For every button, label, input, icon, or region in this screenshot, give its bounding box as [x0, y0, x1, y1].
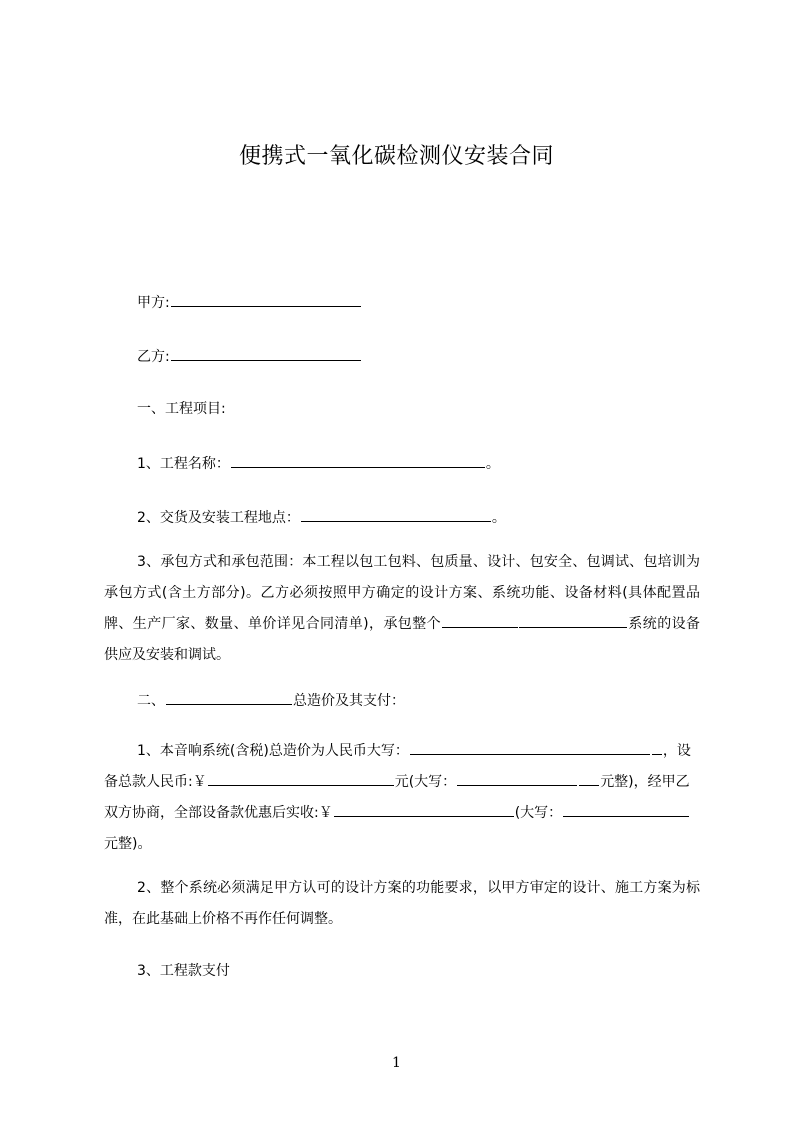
item2-1-f: 元整)。 — [104, 836, 152, 852]
item1-1-label: 1、工程名称： — [137, 456, 230, 472]
system-name-blank-2 — [519, 613, 627, 628]
system-name-blank-1 — [442, 613, 518, 628]
equipment-amount-words-blank-cont — [579, 771, 599, 786]
item1-1-end: 。 — [485, 456, 500, 472]
item1-2-line — [137, 507, 506, 528]
party-a-blank — [171, 292, 361, 307]
site-location-blank — [301, 507, 491, 522]
party-b-label: 乙方: — [137, 349, 170, 365]
section1-heading: 一、工程项目: — [137, 401, 226, 417]
item1-1-line — [137, 453, 500, 474]
item2-1-paragraph — [104, 736, 700, 860]
actual-amount-words-blank — [563, 802, 689, 817]
project-name-blank — [231, 453, 485, 468]
item1-2-end: 。 — [491, 510, 506, 526]
party-b-line — [137, 346, 362, 367]
equipment-amount-blank — [208, 771, 394, 786]
total-price-words-blank-cont — [652, 740, 662, 755]
party-a-label: 甲方: — [137, 295, 170, 311]
item2-1-a: 1、本音响系统(含税)总造价为人民币大写： — [137, 743, 409, 759]
section2-suffix: 总造价及其支付： — [293, 693, 405, 709]
party-b-blank — [171, 346, 361, 361]
contract-title: 便携式一氧化碳检测仪安装合同 — [238, 144, 554, 169]
item2-1-e: (大写： — [514, 805, 563, 821]
item2-2-paragraph: 2、整个系统必须满足甲方认可的设计方案的功能要求，以甲方审定的设计、施工方案为标准，在此基础上价格不再作任何调整。 — [104, 880, 700, 927]
page-number: 1 — [392, 1055, 401, 1071]
item1-3-paragraph — [104, 547, 700, 671]
section2-heading — [137, 690, 405, 711]
total-price-words-blank — [410, 740, 650, 755]
actual-amount-blank — [334, 802, 514, 817]
item2-1-d: 元整)，经甲乙双方协商，全部设备款优惠后实收:￥ — [104, 774, 690, 821]
item1-2-label: 2、交货及安装工程地点： — [137, 510, 300, 526]
party-a-line — [137, 292, 362, 313]
section2-prefix: 二、 — [137, 693, 165, 709]
item2-1-c: 元(大写： — [394, 774, 457, 790]
item1-3-text-b: 系统的设备供应及安装和调试。 — [104, 616, 701, 663]
equipment-amount-words-blank — [457, 771, 577, 786]
item2-3-heading: 3、工程款支付 — [137, 963, 230, 979]
item1-3-text-a: 3、承包方式和承包范围：本工程以包工包料、包质量、设计、包安全、包调试、包培训为承包方式(含土方部分)。乙方必须按照甲方确定的设计方案、系统功能、设备材料(具体配置品牌、生产厂家、数量、单价详见合同清单)，承包整个 — [104, 554, 700, 632]
section2-blank — [166, 690, 292, 705]
item2-1-b: ，设备总款人民币:￥ — [104, 743, 691, 790]
